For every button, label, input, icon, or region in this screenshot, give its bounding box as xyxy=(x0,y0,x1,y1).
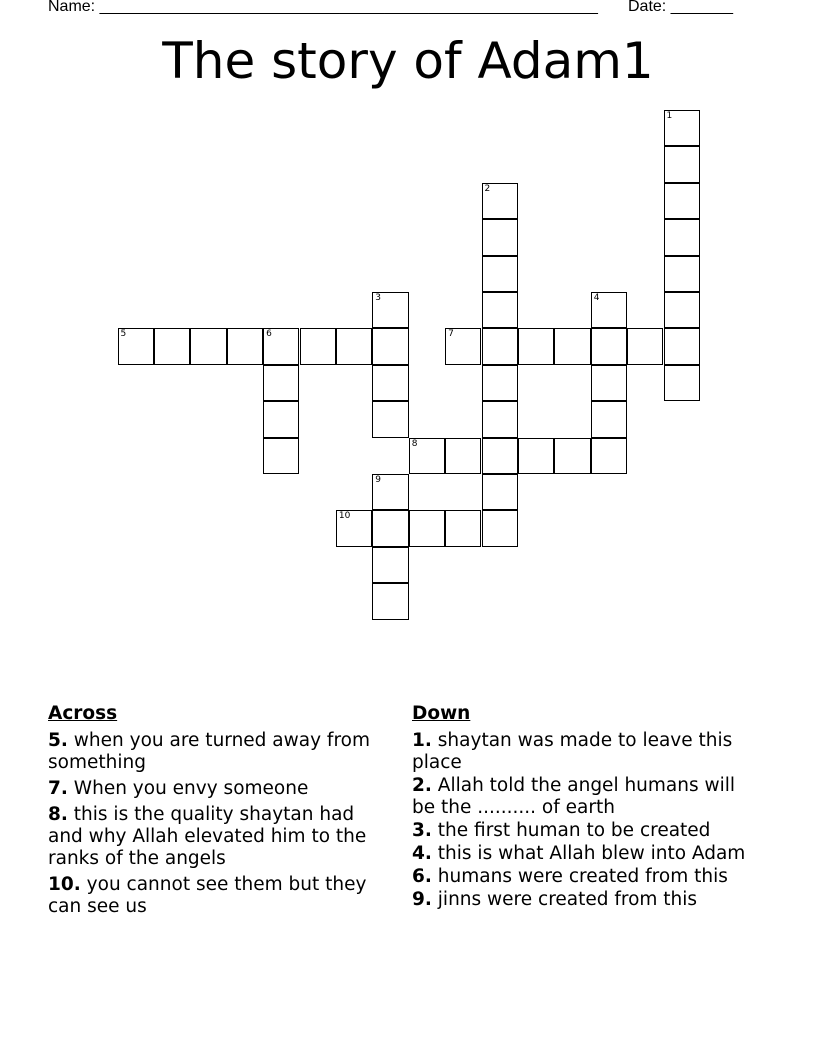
grid-cell[interactable] xyxy=(372,365,408,401)
cell-number: 6 xyxy=(266,329,272,340)
grid-cell[interactable] xyxy=(664,292,700,328)
grid-cell[interactable] xyxy=(664,365,700,401)
grid-cell[interactable] xyxy=(372,547,408,583)
grid-cell[interactable] xyxy=(482,328,518,364)
clue-number: 6. xyxy=(412,866,432,887)
clue-number: 3. xyxy=(412,820,432,841)
grid-cell[interactable] xyxy=(664,146,700,182)
grid-cell[interactable] xyxy=(591,438,627,474)
grid-cell[interactable] xyxy=(554,438,590,474)
grid-cell[interactable] xyxy=(372,328,408,364)
across-clue xyxy=(48,874,393,918)
clue-number: 4. xyxy=(412,843,432,864)
puzzle-title: The story of Adam1 xyxy=(162,32,654,90)
cell-number: 2 xyxy=(484,183,491,194)
across-clues xyxy=(48,703,393,922)
cell-number: 7 xyxy=(448,329,454,340)
grid-cell[interactable] xyxy=(482,219,518,255)
grid-cell[interactable] xyxy=(482,438,518,474)
across-clue xyxy=(48,730,393,774)
clue-text: the first human to be created xyxy=(437,820,711,841)
grid-cell[interactable] xyxy=(591,401,627,437)
down-clues xyxy=(412,703,757,912)
grid-cell[interactable] xyxy=(518,438,554,474)
cell-number: 5 xyxy=(120,329,127,340)
clue-number: 8. xyxy=(48,804,68,825)
clue-number: 1. xyxy=(412,730,432,751)
clue-number: 10. xyxy=(48,874,81,895)
down-clue xyxy=(412,843,757,865)
grid-cell[interactable] xyxy=(263,365,299,401)
grid-cell[interactable] xyxy=(190,328,226,364)
grid-cell[interactable] xyxy=(445,510,481,546)
grid-cell[interactable] xyxy=(664,328,700,364)
grid-cell[interactable] xyxy=(664,256,700,292)
clue-number: 5. xyxy=(48,730,68,751)
grid-cell[interactable] xyxy=(227,328,263,364)
grid-cell[interactable] xyxy=(263,328,299,364)
grid-cell[interactable] xyxy=(372,401,408,437)
cell-number: 4 xyxy=(593,293,600,303)
cell-number: 9 xyxy=(375,475,382,485)
grid-cell[interactable] xyxy=(664,219,700,255)
down-clue xyxy=(412,866,757,888)
grid-cell[interactable] xyxy=(372,292,408,328)
clue-number: 9. xyxy=(412,889,432,910)
grid-cell[interactable] xyxy=(591,292,627,328)
clue-text: humans were created from this xyxy=(437,866,728,887)
grid-cell[interactable] xyxy=(482,510,518,546)
grid-cell[interactable] xyxy=(445,438,481,474)
grid-cell[interactable] xyxy=(263,401,299,437)
clue-text: jinns were created from this xyxy=(437,889,698,910)
cell-number: 10 xyxy=(338,511,351,522)
grid-cell[interactable] xyxy=(409,438,445,474)
grid-cell[interactable] xyxy=(336,328,372,364)
cell-number: 1 xyxy=(666,111,673,121)
down-clue xyxy=(412,820,757,842)
down-clue xyxy=(412,775,757,819)
cell-number: 3 xyxy=(375,293,382,303)
grid-cell[interactable] xyxy=(591,365,627,401)
grid-cell[interactable] xyxy=(263,438,299,474)
grid-cell[interactable] xyxy=(627,328,663,364)
grid-cell[interactable] xyxy=(518,328,554,364)
across-heading: Across xyxy=(48,703,118,724)
across-clue xyxy=(48,778,393,800)
grid-cell[interactable] xyxy=(372,474,408,510)
grid-cell[interactable] xyxy=(664,183,700,219)
grid-cell[interactable] xyxy=(300,328,336,364)
grid-cell[interactable] xyxy=(336,510,372,546)
grid-cell[interactable] xyxy=(118,328,154,364)
grid-cell[interactable] xyxy=(372,510,408,546)
grid-cell[interactable] xyxy=(409,510,445,546)
clue-text: you cannot see them but they can see us xyxy=(48,874,367,917)
grid-cell[interactable] xyxy=(554,328,590,364)
clue-text: When you envy someone xyxy=(73,778,309,799)
grid-cell[interactable] xyxy=(482,292,518,328)
grid-cell[interactable] xyxy=(664,110,700,146)
clue-text: when you are turned away from something xyxy=(48,730,370,773)
grid-cell[interactable] xyxy=(154,328,190,364)
date-field-label: Date: _______ xyxy=(628,0,733,15)
grid-cell[interactable] xyxy=(482,256,518,292)
clue-text: shaytan was made to leave this place xyxy=(412,730,733,773)
name-field-label: Name: ________________________________________________________ xyxy=(48,0,598,15)
clue-text: Allah told the angel humans will be the .......... of earth xyxy=(412,775,736,818)
grid-cell[interactable] xyxy=(482,474,518,510)
clue-number: 7. xyxy=(48,778,68,799)
clue-number: 2. xyxy=(412,775,432,796)
grid-cell[interactable] xyxy=(482,365,518,401)
down-clue xyxy=(412,889,757,911)
grid-cell[interactable] xyxy=(445,328,481,364)
grid-cell[interactable] xyxy=(482,183,518,219)
across-clue xyxy=(48,804,393,870)
down-heading: Down xyxy=(412,703,471,724)
grid-cell[interactable] xyxy=(591,328,627,364)
grid-cell[interactable] xyxy=(482,401,518,437)
down-clue xyxy=(412,730,757,774)
cell-number: 8 xyxy=(411,438,418,449)
clue-text: this is the quality shaytan had and why Allah elevated him to the ranks of the angels xyxy=(48,804,367,869)
clue-text: this is what Allah blew into Adam xyxy=(437,843,746,864)
grid-cell[interactable] xyxy=(372,583,408,619)
